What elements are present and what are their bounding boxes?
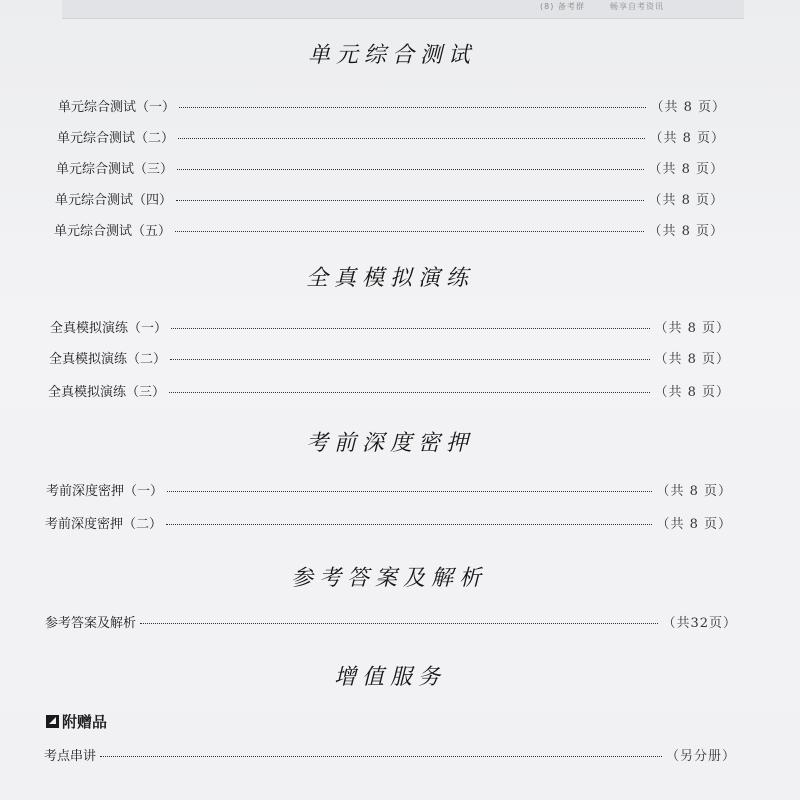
section-title-mock: 全真模拟演练	[305, 266, 475, 291]
gift-heading-text: 附赠品	[62, 713, 108, 731]
toc-pages: （共 8 页）	[648, 193, 724, 208]
toc-label: 参考答案及解析	[45, 616, 137, 631]
toc-row	[58, 96, 726, 115]
toc-label: 考前深度密押（二）	[45, 517, 163, 532]
toc-row	[45, 612, 737, 631]
toc-row	[48, 381, 730, 400]
toc-label: 全真模拟演练（二）	[49, 352, 167, 367]
leader-dots	[179, 107, 646, 108]
header-text: (8) 备考群 畅享自考资讯	[540, 2, 664, 11]
toc-label: 单元综合测试（四）	[55, 193, 173, 208]
leader-dots	[177, 169, 644, 170]
toc-row	[45, 513, 732, 532]
leader-dots	[100, 756, 662, 757]
leader-dots	[167, 491, 652, 492]
section-title-answers: 参考答案及解析	[290, 566, 488, 591]
toc-row	[55, 189, 724, 208]
toc-pages: （共 8 页）	[654, 385, 730, 400]
toc-label: 单元综合测试（一）	[58, 100, 176, 115]
toc-label: 单元综合测试（二）	[57, 131, 175, 146]
section-title-value-added: 增值服务	[333, 665, 447, 690]
toc-pages: （共 8 页）	[656, 484, 732, 499]
leader-dots	[175, 231, 644, 232]
gift-heading	[46, 711, 107, 732]
leader-dots	[169, 392, 650, 393]
toc-pages: （共 8 页）	[648, 162, 724, 177]
toc-pages: （共32页）	[662, 616, 737, 631]
section-title-predict: 考前深度密押	[305, 431, 475, 456]
toc-row	[54, 220, 724, 239]
toc-pages: （共 8 页）	[649, 131, 725, 146]
leader-dots	[170, 359, 650, 360]
leader-dots	[176, 200, 644, 201]
toc-pages: （共 8 页）	[656, 517, 732, 532]
toc-label: 全真模拟演练（一）	[50, 321, 168, 336]
toc-pages: （共 8 页）	[648, 224, 724, 239]
leader-dots	[166, 524, 652, 525]
toc-label: 考前深度密押（一）	[46, 484, 164, 499]
toc-pages: （另分册）	[665, 749, 736, 764]
section-title-unit-test: 单元综合测试	[307, 43, 477, 68]
toc-label: 全真模拟演练（三）	[48, 385, 166, 400]
toc-row	[44, 745, 736, 764]
toc-pages: （共 8 页）	[650, 100, 726, 115]
toc-row	[57, 127, 725, 146]
toc-label: 考点串讲	[44, 749, 97, 764]
toc-label: 单元综合测试（三）	[56, 162, 174, 177]
toc-row	[50, 317, 730, 336]
leader-dots	[171, 328, 650, 329]
corner-square-icon	[46, 715, 59, 728]
leader-dots	[140, 623, 658, 624]
toc-row	[46, 480, 732, 499]
toc-row	[56, 158, 724, 177]
toc-pages: （共 8 页）	[654, 352, 730, 367]
toc-pages: （共 8 页）	[654, 321, 730, 336]
toc-label: 单元综合测试（五）	[54, 224, 172, 239]
leader-dots	[178, 138, 645, 139]
header-strip	[62, 0, 744, 19]
toc-row	[49, 348, 730, 367]
